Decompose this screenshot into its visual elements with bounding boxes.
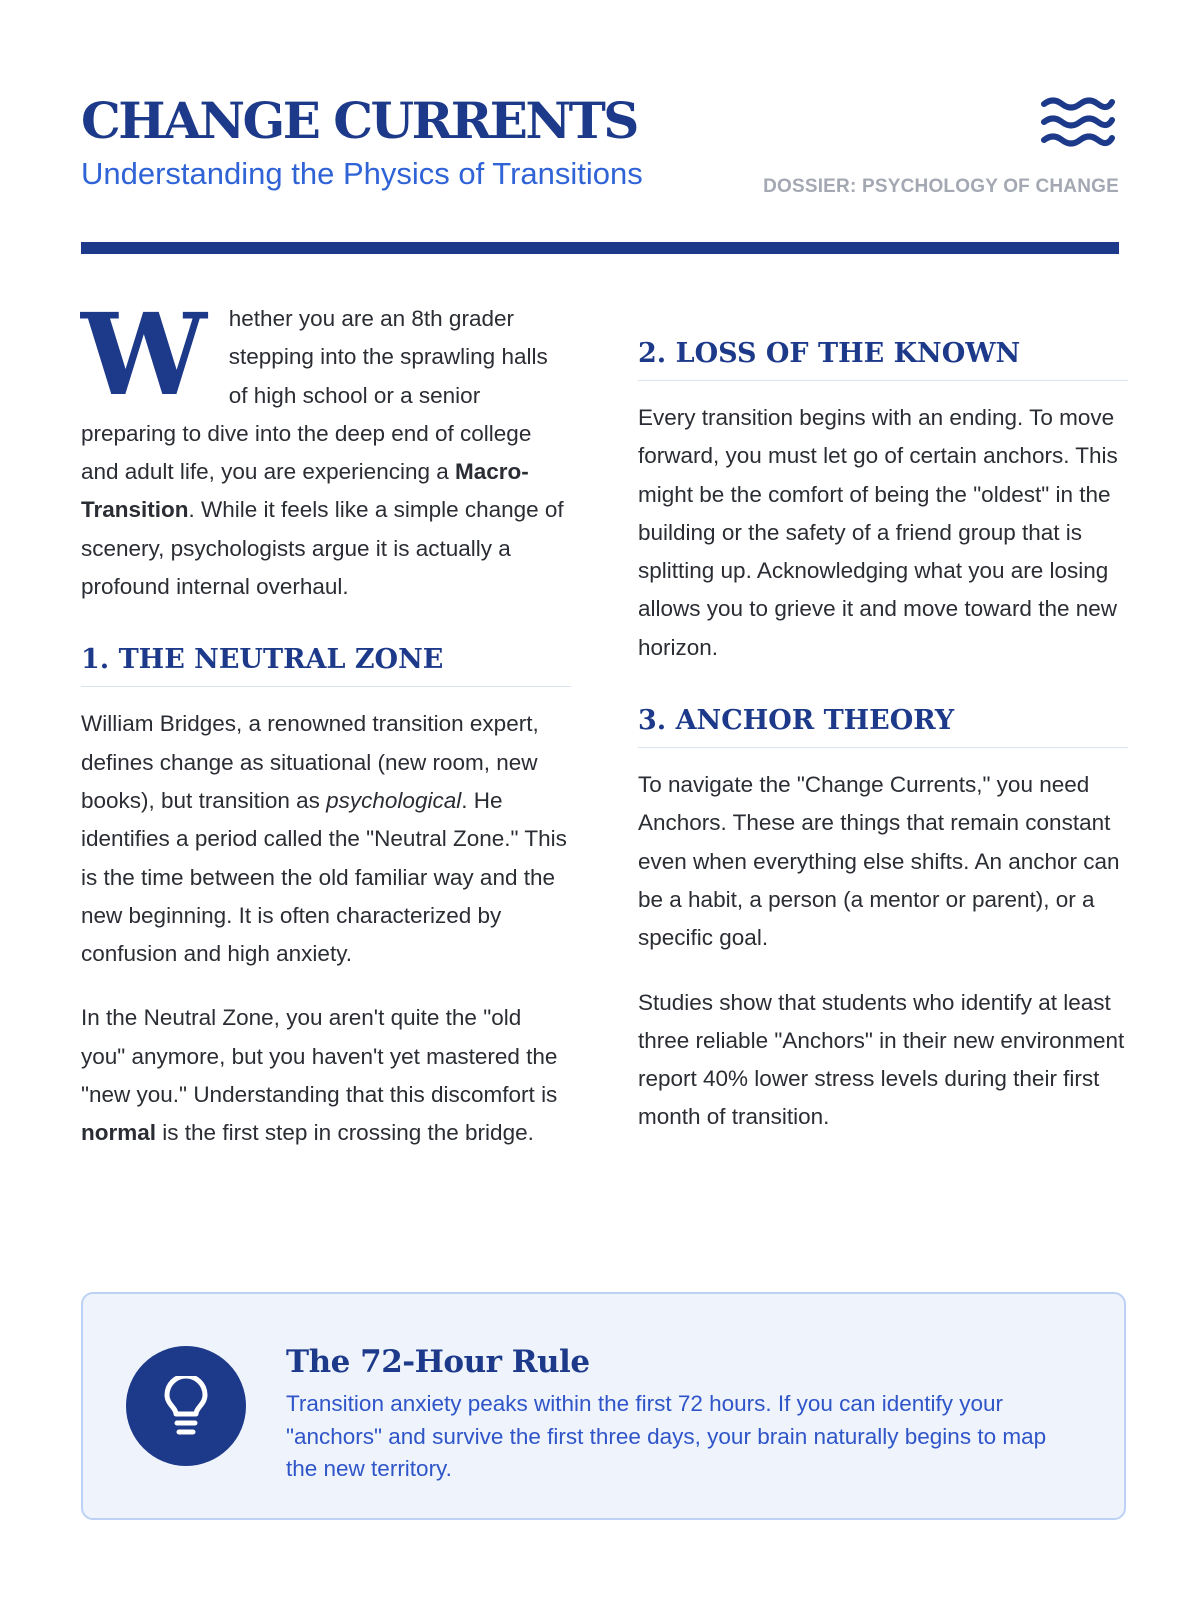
macro-transition-term: Macro-Transition [81, 459, 529, 523]
dossier-label: DOSSIER: PSYCHOLOGY OF CHANGE [763, 176, 1119, 197]
tip-callout [81, 1292, 1126, 1520]
header-divider [81, 242, 1119, 254]
callout-title: The 72-Hour Rule [286, 1344, 590, 1380]
lightbulb-icon [159, 1376, 213, 1438]
article-body [81, 290, 1126, 1240]
section-heading-anchor-theory: 3. ANCHOR THEORY [638, 701, 1128, 748]
lightbulb-badge [126, 1346, 246, 1466]
anchor-theory-paragraph-2: Studies show that students who identify at least three reliable "Anchors" in their new environment report 40% lower stress levels during their first month of transition. [638, 989, 1125, 1130]
intro-paragraph: Whether you are an 8th grader stepping into the sprawling halls of high school or a senior preparing to dive into the deep end of college and adult life, you are experiencing a Macro-Transition. While it feels like a simple change of scenery, psychologists argue it is actually a profound internal overhaul. [81, 290, 564, 600]
section-heading-neutral-zone: 1. THE NEUTRAL ZONE [81, 640, 571, 687]
section-heading-loss-of-known: 2. LOSS OF THE KNOWN [638, 334, 1128, 381]
neutral-zone-paragraph-2: In the Neutral Zone, you aren't quite the "old you" anymore, but you haven't yet mastered the "new you." Understanding that this discomfort is normal is the first step in crossing the bridge. [81, 1005, 558, 1146]
header [81, 0, 1119, 255]
left-column [81, 290, 571, 1153]
anchor-theory-paragraph-1: To navigate the "Change Currents," you need Anchors. These are things that remain constant even when everything else shifts. An anchor can be a habit, a person (a mentor or parent), or a specific goal. [638, 772, 1120, 951]
page-subtitle: Understanding the Physics of Transitions [81, 156, 643, 191]
page-title: CHANGE CURRENTS [81, 91, 637, 150]
callout-body: Transition anxiety peaks within the first 72 hours. If you can identify your "anchors" and survive the first three days, your brain naturally begins to map the new territory. [286, 1391, 1047, 1481]
drop-cap: W [81, 290, 207, 421]
right-column [638, 300, 1128, 1137]
loss-of-known-paragraph: Every transition begins with an ending. To move forward, you must let go of certain anchors. This might be the comfort of being the "oldest" in the building or the safety of a friend group that is splitting up. Acknowledging what you are losing allows you to grieve it and move toward the new horizon. [638, 405, 1118, 660]
neutral-zone-paragraph-1: William Bridges, a renowned transition expert, defines change as situational (new room, new books), but transition as psychological. He identifies a period called the "Neutral Zone." This is the time between the old familiar way and the new beginning. It is often characterized by confusion and high anxiety. [81, 711, 567, 967]
waves-icon [1040, 96, 1116, 148]
